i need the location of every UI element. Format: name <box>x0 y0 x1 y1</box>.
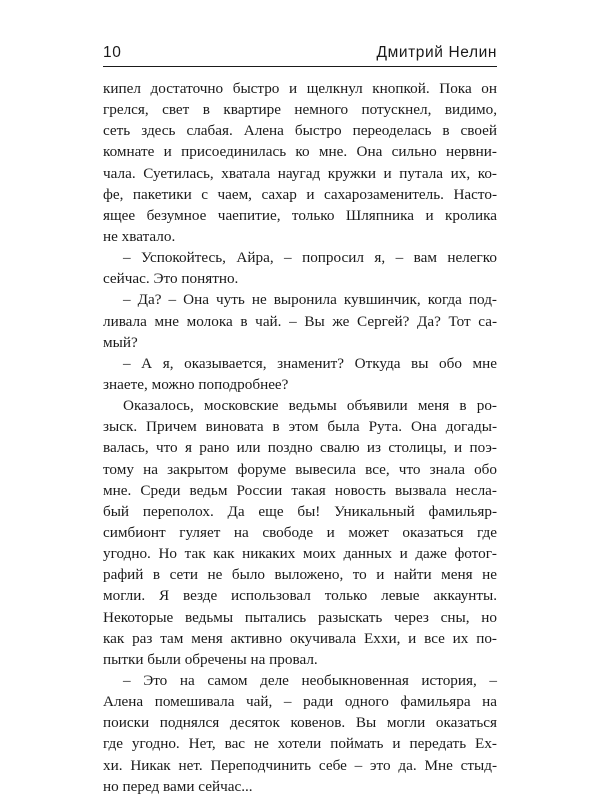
text-line: сеть здесь слабая. Алена быстро переоделась в своей <box>103 122 497 140</box>
header-rule <box>103 66 497 67</box>
text-line: сейчас. Это понятно. <box>103 270 239 288</box>
text-line: мне. Среди ведьм России такая новость вызвала несла- <box>103 481 497 499</box>
text-line: рафий в сети не было выложено, то и найти меня не <box>103 566 497 584</box>
text-line: могли. Я везде использовал только левые аккаунты. <box>103 587 497 605</box>
text-line: фе, пакетики с чаем, сахар и сахарозаменитель. Насто- <box>103 185 497 203</box>
text-line: бый переполох. Да еще бы! Уникальный фамильяр- <box>103 502 497 520</box>
text-line: пытки были обречены на провал. <box>103 650 318 668</box>
text-line: Алена помешивала чай, – ради одного фамильяра на <box>103 693 497 711</box>
text-line: Оказалось, московские ведьмы объявили меня в ро- <box>123 397 497 415</box>
text-line: мый? <box>103 333 138 351</box>
text-line: не хватало. <box>103 227 176 245</box>
text-line: как раз там меня активно окучивала Еххи, и все их по- <box>103 629 497 647</box>
text-line: Некоторые ведьмы пытались разыскать через сны, но <box>103 608 497 626</box>
text-line: – Да? – Она чуть не выронила кувшинчик, когда под- <box>123 291 497 309</box>
text-line: грелся, свет в квартире немного потускнел, видимо, <box>103 101 497 119</box>
text-line: угодно. Но так как никаких моих данных и даже фотог- <box>103 545 497 563</box>
page-header <box>103 40 497 62</box>
text-line: симбионт гуляет на свободе и может оказаться где <box>103 523 497 541</box>
running-head-author: Дмитрий Нелин <box>376 44 497 61</box>
text-line: знаете, можно поподробнее? <box>103 375 289 393</box>
text-line: хи. Никак нет. Переподчинить себе – это да. Мне стыд- <box>103 756 497 774</box>
text-line: ящее безумное чаепитие, только Шляпника и кролика <box>103 206 497 224</box>
text-line: – А я, оказывается, знаменит? Откуда вы обо мне <box>123 354 497 372</box>
text-line: комнате и присоединилась ко мне. Она сильно нервни- <box>103 143 497 161</box>
text-line: но перед вами сейчас... <box>103 777 253 795</box>
text-line: поиски поднялся десяток ковенов. Вы могли оказаться <box>103 714 497 732</box>
text-line: тому на закрытом форуме вывесила все, что знала обо <box>103 460 497 478</box>
text-line: зыск. Причем виновата в этом была Рута. Она догады- <box>103 418 497 436</box>
text-line: кипел достаточно быстро и щелкнул кнопкой. Пока он <box>103 80 497 97</box>
text-line: – Успокойтесь, Айра, – попросил я, – вам нелегко <box>123 249 497 267</box>
text-line: где угодно. Нет, вас не хотели поймать и передать Ех- <box>103 735 497 753</box>
text-line: – Это на самом деле необыкновенная история, – <box>123 671 497 689</box>
body-text <box>103 78 497 797</box>
page-number: 10 <box>103 44 122 61</box>
text-line: валась, что я рано или поздно свалю из столицы, и поэ- <box>103 439 497 457</box>
text-line: ливала мне молока в чай. – Вы же Сергей? Да? Тот са- <box>103 312 497 330</box>
text-line: чала. Суетилась, хватала наугад кружки и путала их, ко- <box>103 164 497 182</box>
